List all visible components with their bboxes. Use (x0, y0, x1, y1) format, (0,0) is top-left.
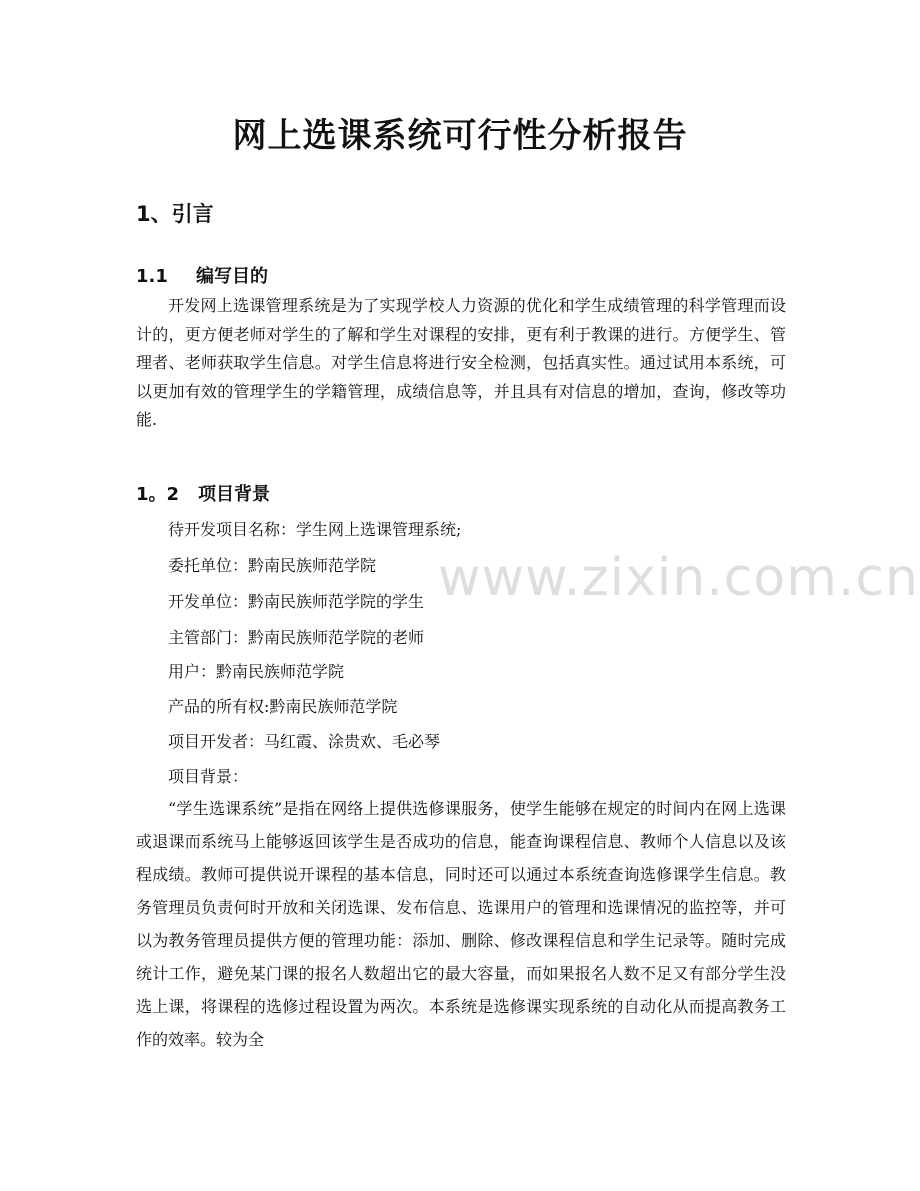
watermark-text: www.zixin.com.cn (438, 548, 919, 608)
subsection-title: 项目背景 (198, 484, 270, 505)
background-paragraph: “学生选课系统”是指在网络上提供选修课服务，使学生能够在规定的时间内在网上选课或退课而系统马上能够返回该学生是否成功的信息，能查询课程信息、教师个人信息以及该程成绩。教师可提供说开课程的基本信息，同时还可以通过本系统查询选修课学生信息。教务管理员负责何时开放和关闭选课、发布信息、选课用户的管理和选课情况的监控等，并可以为教务管理员提供方便的管理功能：添加、删除、修改课程信息和学生记录等。随时完成统计工作，避免某门课的报名人数超出它的最大容量，而如果报名人数不足又有部分学生没选上课，将课程的选修过程设置为两次。本系统是选修课实现系统的自动化从而提高教务工作的效率。较为全 (136, 799, 786, 1049)
subsection-number: 1。2 (136, 484, 180, 505)
developer-unit-line: 开发单位：黔南民族师范学院的学生 (168, 592, 425, 611)
client-line: 委托单位：黔南民族师范学院 (168, 556, 377, 575)
project-name-line: 待开发项目名称：学生网上选课管理系统; (168, 520, 462, 539)
ownership-line: 产品的所有权:黔南民族师范学院 (168, 697, 398, 716)
subsection-number: 1.1 (136, 266, 168, 287)
subsection-heading-purpose (136, 262, 268, 288)
subsection-title: 编写目的 (196, 266, 268, 287)
department-line: 主管部门：黔南民族师范学院的老师 (168, 628, 425, 647)
subsection-heading-background (136, 480, 270, 506)
purpose-paragraph: 开发网上选课管理系统是为了实现学校人力资源的优化和学生成绩管理的科学管理而设计的，更方便老师对学生的了解和学生对课程的安排，更有利于教课的进行。方便学生、管理者、老师获取学生信息。对学生信息将进行安全检测，包括真实性。通过试用本系统，可以更加有效的管理学生的学籍管理，成绩信息等，并且具有对信息的增加，查询，修改等功能. (136, 296, 786, 429)
user-line: 用户：黔南民族师范学院 (168, 662, 345, 681)
document-title: 网上选课系统可行性分析报告 (232, 116, 688, 156)
background-label: 项目背景： (168, 767, 249, 786)
developers-line: 项目开发者：马红霞、涂贵欢、毛必琴 (168, 732, 441, 751)
section-heading-intro: 1、引言 (136, 202, 214, 226)
